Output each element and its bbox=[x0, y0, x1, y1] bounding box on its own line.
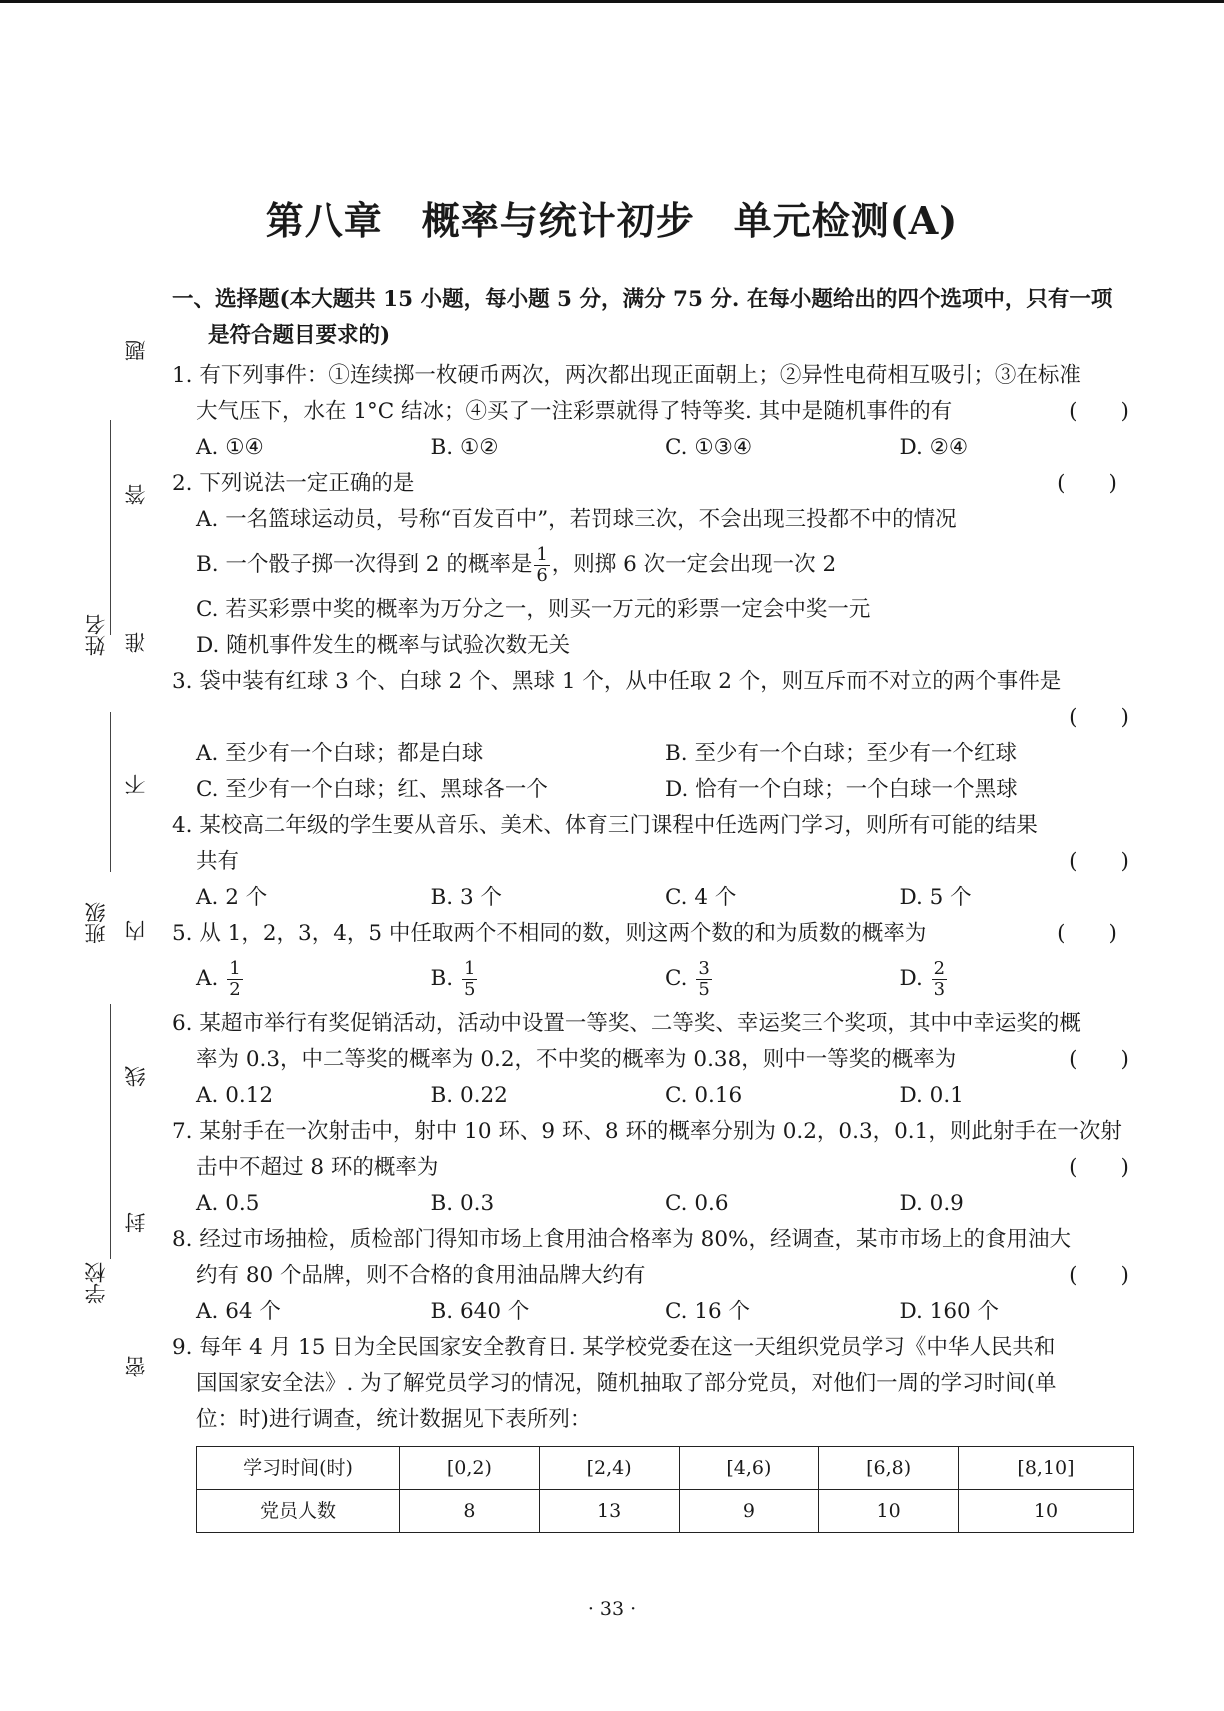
fraction-numerator: 1 bbox=[536, 543, 548, 565]
option-b: B. 640 个 bbox=[430, 1299, 530, 1324]
question-stem-text: 约有 80 个品牌，则不合格的食用油品牌大约有 bbox=[196, 1263, 646, 1288]
options bbox=[172, 952, 1134, 1006]
option-c: C. ①③④ bbox=[665, 435, 753, 460]
option-c: C. 16 个 bbox=[665, 1299, 751, 1324]
table-row bbox=[197, 1447, 1134, 1490]
answer-blank-line bbox=[172, 700, 1134, 736]
question-7 bbox=[172, 1114, 1134, 1222]
options bbox=[172, 1294, 1134, 1330]
fraction-numerator: 1 bbox=[463, 957, 476, 979]
margin-line-1 bbox=[110, 420, 111, 635]
question-stem bbox=[172, 394, 1134, 430]
options bbox=[172, 772, 1134, 808]
options bbox=[172, 1186, 1134, 1222]
question-stem-text: 率为 0.3，中二等奖的概率为 0.2，不中奖的概率为 0.38，则中一等奖的概率为 bbox=[196, 1047, 957, 1072]
option-c: C. 若买彩票中奖的概率为万分之一，则买一万元的彩票一定会中奖一元 bbox=[196, 597, 871, 622]
table-header-cell: 学习时间(时) bbox=[197, 1447, 400, 1490]
page-title: 第八章 概率与统计初步 单元检测(A) bbox=[265, 198, 959, 243]
table-header-cell: 党员人数 bbox=[197, 1490, 400, 1533]
option-b bbox=[172, 538, 1134, 592]
fraction bbox=[696, 959, 711, 1000]
option-b-text: B. 一个骰子掷一次得到 2 的概率是 bbox=[196, 552, 533, 577]
option-a: A. 0.12 bbox=[196, 1083, 274, 1108]
margin-line-2 bbox=[110, 712, 111, 872]
table-cell: 10 bbox=[959, 1490, 1134, 1533]
answer-blank: ( ) bbox=[1069, 1155, 1129, 1180]
question-stem: 3. 袋中装有红球 3 个、白球 2 个、黑球 1 个，从中任取 2 个，则互斥而不对立的两个事件是 bbox=[172, 669, 1062, 694]
fraction-numerator: 3 bbox=[698, 957, 710, 979]
option-d: D. 0.9 bbox=[899, 1191, 964, 1216]
question-5 bbox=[172, 916, 1134, 1006]
option-d: D. 恰有一个白球；一个白球一个黑球 bbox=[665, 777, 1018, 802]
option-d bbox=[900, 952, 1135, 1006]
question-stem bbox=[172, 1042, 1134, 1078]
section-heading-line: 一、选择题(本大题共 15 小题，每小题 5 分，满分 75 分. 在每小题给出的四个选项中，只有一项 bbox=[172, 287, 1113, 312]
question-stem-text: 共有 bbox=[196, 849, 240, 874]
margin-seal-char: 不 bbox=[124, 774, 148, 795]
option-a: A. 0.5 bbox=[196, 1191, 260, 1216]
option-c: C. 至少有一个白球；红、黑球各一个 bbox=[196, 777, 548, 802]
option-b bbox=[431, 952, 666, 1006]
question-stem bbox=[172, 916, 1134, 952]
options bbox=[172, 880, 1134, 916]
option-a: A. 64 个 bbox=[196, 1299, 281, 1324]
option-a bbox=[196, 952, 431, 1006]
margin-seal-char: 题 bbox=[124, 340, 148, 361]
question-stem: 国国家安全法》. 为了解党员学习的情况，随机抽取了部分党员，对他们一周的学习时间(单 bbox=[196, 1371, 1057, 1396]
table-cell: 9 bbox=[679, 1490, 819, 1533]
question-stem: 位：时)进行调查，统计数据见下表所列： bbox=[196, 1407, 592, 1432]
question-stem bbox=[172, 466, 1134, 502]
question-stem: 6. 某超市举行有奖促销活动，活动中设置一等奖、二等奖、幸运奖三个奖项，其中中幸运奖的概 bbox=[172, 1011, 1081, 1036]
table-cell: [0,2) bbox=[400, 1447, 540, 1490]
top-rule bbox=[0, 0, 1224, 3]
section-heading bbox=[172, 282, 1134, 354]
question-6 bbox=[172, 1006, 1134, 1114]
options bbox=[172, 1078, 1134, 1114]
question-stem-text: 2. 下列说法一定正确的是 bbox=[172, 471, 415, 496]
margin-field-name: 姓名 bbox=[84, 614, 108, 656]
option-c: C. 4 个 bbox=[665, 885, 737, 910]
question-2 bbox=[172, 466, 1134, 664]
margin-field-school: 学校 bbox=[84, 1262, 108, 1304]
page-number: · 33 · bbox=[587, 1598, 637, 1620]
option-c: C. 0.16 bbox=[665, 1083, 743, 1108]
fraction-denominator: 5 bbox=[463, 978, 476, 1000]
margin-seal-char: 答 bbox=[124, 484, 148, 505]
table-cell: 8 bbox=[400, 1490, 540, 1533]
fraction-denominator: 2 bbox=[229, 978, 241, 1000]
option-b: B. 至少有一个白球；至少有一个红球 bbox=[665, 741, 1017, 766]
question-stem bbox=[172, 1258, 1134, 1294]
option-a: A. 一名篮球运动员，号称“百发百中”，若罚球三次，不会出现三投都不中的情况 bbox=[196, 507, 957, 532]
question-stem bbox=[172, 844, 1134, 880]
option-d: D. 160 个 bbox=[899, 1299, 1000, 1324]
table-cell: [2,4) bbox=[539, 1447, 679, 1490]
question-1 bbox=[172, 358, 1134, 466]
option-a: A. 至少有一个白球；都是白球 bbox=[196, 741, 484, 766]
question-4 bbox=[172, 808, 1134, 916]
option-b-text: ，则掷 6 次一定会出现一次 2 bbox=[551, 552, 837, 577]
table-cell: 10 bbox=[819, 1490, 959, 1533]
question-9 bbox=[172, 1330, 1134, 1533]
fraction bbox=[462, 959, 477, 1000]
option-label: B. bbox=[430, 966, 454, 991]
option-c: C. 0.6 bbox=[665, 1191, 729, 1216]
table-cell: 13 bbox=[539, 1490, 679, 1533]
margin-seal-char: 密 bbox=[124, 1356, 148, 1377]
question-stem: 4. 某校高二年级的学生要从音乐、美术、体育三门课程中任选两门学习，则所有可能的结果 bbox=[172, 813, 1038, 838]
option-b: B. 0.22 bbox=[430, 1083, 508, 1108]
option-a: A. 2 个 bbox=[196, 885, 268, 910]
margin-seal-char: 内 bbox=[124, 920, 148, 941]
table-cell: [4,6) bbox=[679, 1447, 819, 1490]
table-cell: [6,8) bbox=[819, 1447, 959, 1490]
option-a: A. ①④ bbox=[196, 435, 264, 460]
question-list bbox=[172, 282, 1134, 1533]
fraction bbox=[227, 959, 242, 1000]
table-row bbox=[197, 1490, 1134, 1533]
option-d: D. ②④ bbox=[899, 435, 969, 460]
answer-blank: ( ) bbox=[1069, 399, 1129, 424]
question-stem: 9. 每年 4 月 15 日为全民国家安全教育日. 某学校党委在这一天组织党员学习《中华人民共和 bbox=[172, 1335, 1056, 1360]
option-label: C. bbox=[665, 966, 688, 991]
question-stem-text: 5. 从 1，2，3，4，5 中任取两个不相同的数，则这两个数的和为质数的概率为 bbox=[172, 921, 927, 946]
question-stem-text: 击中不超过 8 环的概率为 bbox=[196, 1155, 439, 1180]
answer-blank: ( ) bbox=[1057, 921, 1117, 946]
options bbox=[172, 430, 1134, 466]
question-3 bbox=[172, 664, 1134, 808]
fraction-numerator: 1 bbox=[229, 957, 241, 979]
question-8 bbox=[172, 1222, 1134, 1330]
option-b: B. ①② bbox=[430, 435, 499, 460]
margin-field-class: 班级 bbox=[84, 902, 108, 944]
answer-blank: ( ) bbox=[1069, 849, 1129, 874]
margin-seal-char: 封 bbox=[124, 1212, 148, 1233]
study-time-table bbox=[196, 1446, 1134, 1533]
options bbox=[172, 736, 1134, 772]
option-d: D. 5 个 bbox=[899, 885, 972, 910]
option-label: D. bbox=[899, 966, 923, 991]
fraction-denominator: 5 bbox=[698, 978, 710, 1000]
option-b: B. 3 个 bbox=[430, 885, 502, 910]
fraction bbox=[932, 959, 947, 1000]
answer-blank: ( ) bbox=[1069, 705, 1129, 730]
answer-blank: ( ) bbox=[1057, 471, 1117, 496]
answer-blank: ( ) bbox=[1069, 1263, 1129, 1288]
table-cell: [8,10] bbox=[959, 1447, 1134, 1490]
option-b: B. 0.3 bbox=[430, 1191, 495, 1216]
answer-blank: ( ) bbox=[1069, 1047, 1129, 1072]
option-c bbox=[665, 952, 900, 1006]
question-stem: 8. 经过市场抽检，质检部门得知市场上食用油合格率为 80%，经调查，某市市场上的食用油大 bbox=[172, 1227, 1071, 1252]
fraction bbox=[534, 545, 549, 586]
question-stem: 1. 有下列事件：①连续掷一枚硬币两次，两次都出现正面朝上；②异性电荷相互吸引；③在标准 bbox=[172, 363, 1081, 388]
option-d: D. 0.1 bbox=[899, 1083, 964, 1108]
margin-line-3 bbox=[110, 1004, 111, 1259]
margin-seal-char: 准 bbox=[124, 632, 148, 653]
section-heading-line: 是符合题目要求的) bbox=[208, 323, 391, 348]
fraction-numerator: 2 bbox=[933, 957, 946, 979]
question-stem bbox=[172, 1150, 1134, 1186]
question-stem-text: 大气压下，水在 1°C 结冰；④买了一注彩票就得了特等奖. 其中是随机事件的有 bbox=[196, 399, 953, 424]
margin-seal-char: 线 bbox=[124, 1066, 148, 1087]
fraction-denominator: 3 bbox=[933, 978, 946, 1000]
option-d: D. 随机事件发生的概率与试验次数无关 bbox=[196, 633, 571, 658]
fraction-denominator: 6 bbox=[536, 564, 548, 586]
option-label: A. bbox=[196, 966, 219, 991]
question-stem: 7. 某射手在一次射击中，射中 10 环、9 环、8 环的概率分别为 0.2，0.3，0.1，则此射手在一次射 bbox=[172, 1119, 1122, 1144]
